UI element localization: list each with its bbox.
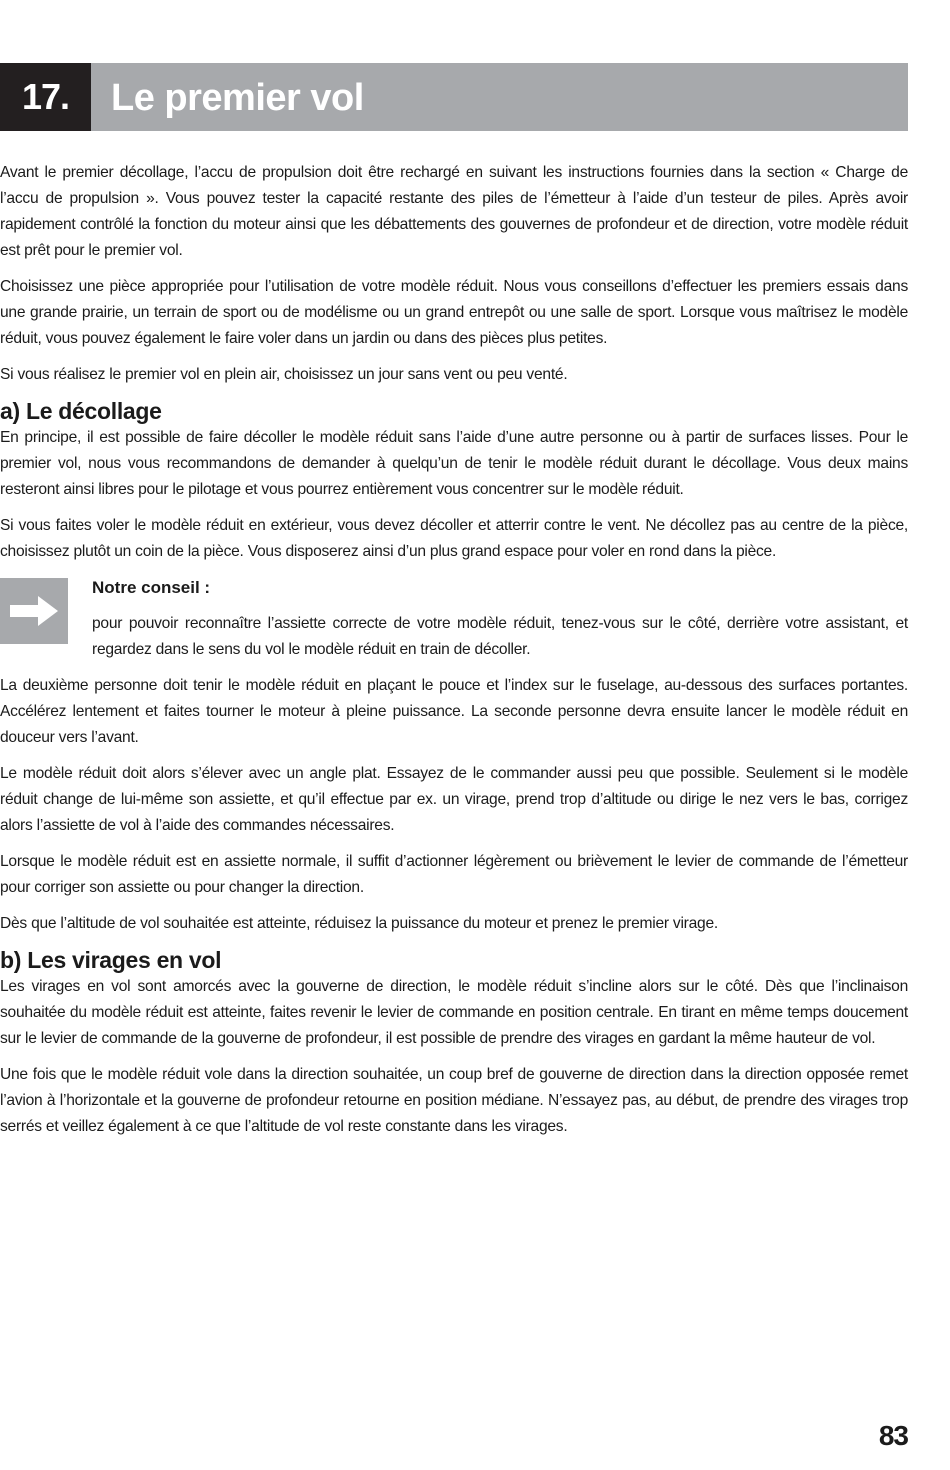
tip-box <box>0 575 908 663</box>
chapter-number: 17. <box>0 63 91 131</box>
page-content <box>0 160 908 1150</box>
section-paragraph: Dès que l’altitude de vol souhaitée est atteinte, réduisez la puissance du moteur et prenez le premier virage. <box>0 915 718 932</box>
section-paragraph: La deuxième personne doit tenir le modèle réduit en plaçant le pouce et l’index sur le fuselage, au-dessous des surfaces portantes. Accélérez lentement et faites tourner le moteur à pleine puissance. La seconde personne devra ensuite lancer le modèle réduit en douceur vers l’avant. <box>0 677 908 746</box>
intro-paragraph: Si vous réalisez le premier vol en plein air, choisissez un jour sans vent ou peu venté. <box>0 366 568 383</box>
tip-text: pour pouvoir reconnaître l’assiette correcte de votre modèle réduit, tenez-vous sur le côté, derrière votre assistant, et regardez dans le sens du vol le modèle réduit en train de décoller. <box>92 615 908 658</box>
section-paragraph: Une fois que le modèle réduit vole dans la direction souhaitée, un coup bref de gouverne de direction dans la direction opposée remet l’avion à l’horizontale et la gouverne de profondeur retourne en position médiane. N’essayez pas, au début, de prendre des virages trop serrés et veillez également à ce que l’altitude de vol reste constante dans les virages. <box>0 1066 908 1135</box>
chapter-header <box>0 63 908 131</box>
section-heading-decollage: a) Le décollage <box>0 398 162 424</box>
section-paragraph: Lorsque le modèle réduit est en assiette normale, il suffit d’actionner légèrement ou brièvement le levier de commande de l’émetteur pour corriger son assiette ou pour changer la direction. <box>0 853 908 896</box>
intro-paragraph: Choisissez une pièce appropriée pour l’utilisation de votre modèle réduit. Nous vous conseillons d’effectuer les premiers essais dans une grande prairie, un terrain de sport ou de modélisme ou un grand entrepôt ou une salle de sport. Lorsque vous maîtrisez le modèle réduit, vous pouvez également le faire voler dans un jardin ou dans des pièces plus petites. <box>0 278 908 347</box>
section-paragraph: Les virages en vol sont amorcés avec la gouverne de direction, le modèle réduit s’incline alors sur le côté. Dès que l’inclinaison souhaitée du modèle réduit est atteinte, faites revenir le levier de commande en position centrale. En tirant en même temps doucement sur le levier de commande de la gouverne de profondeur, il est possible de prendre des virages en gardant la même hauteur de vol. <box>0 978 908 1047</box>
tip-title: Notre conseil : <box>92 578 211 597</box>
section-heading-virages: b) Les virages en vol <box>0 947 222 973</box>
intro-paragraph: Avant le premier décollage, l’accu de propulsion doit être rechargé en suivant les instructions fournies dans la section « Charge de l’accu de propulsion ». Vous pouvez tester la capacité restante des piles de l’émetteur à l’aide d’un testeur de piles. Après avoir rapidement contrôlé la fonction du moteur ainsi que les débattements des gouvernes de profondeur et de direction, votre modèle réduit est prêt pour le premier vol. <box>0 164 908 259</box>
section-paragraph: Si vous faites voler le modèle réduit en extérieur, vous devez décoller et atterrir contre le vent. Ne décollez pas au centre de la pièce, choisissez plutôt un coin de la pièce. Vous disposerez ainsi d’un plus grand espace pour voler en rond dans la pièce. <box>0 517 908 560</box>
chapter-title: Le premier vol <box>91 63 908 131</box>
page-number: 83 <box>878 1420 908 1451</box>
section-paragraph: Le modèle réduit doit alors s’élever avec un angle plat. Essayez de le commander aussi peu que possible. Seulement si le modèle réduit change de lui-même son assiette, et qu’il effectue par ex. un virage, prend trop d’altitude ou dirige le nez vers le bas, corrigez alors l’assiette de vol à l’aide des commandes nécessaires. <box>0 765 908 834</box>
section-paragraph: En principe, il est possible de faire décoller le modèle réduit sans l’aide d’une autre personne ou à partir de surfaces lisses. Pour le premier vol, nous vous recommandons de demander à quelqu’un de tenir le modèle réduit durant le décollage. Vous deux mains resteront ainsi libres pour le pilotage et vous pourrez entièrement vous concentrer sur le modèle réduit. <box>0 429 908 498</box>
arrow-right-icon <box>0 578 68 644</box>
